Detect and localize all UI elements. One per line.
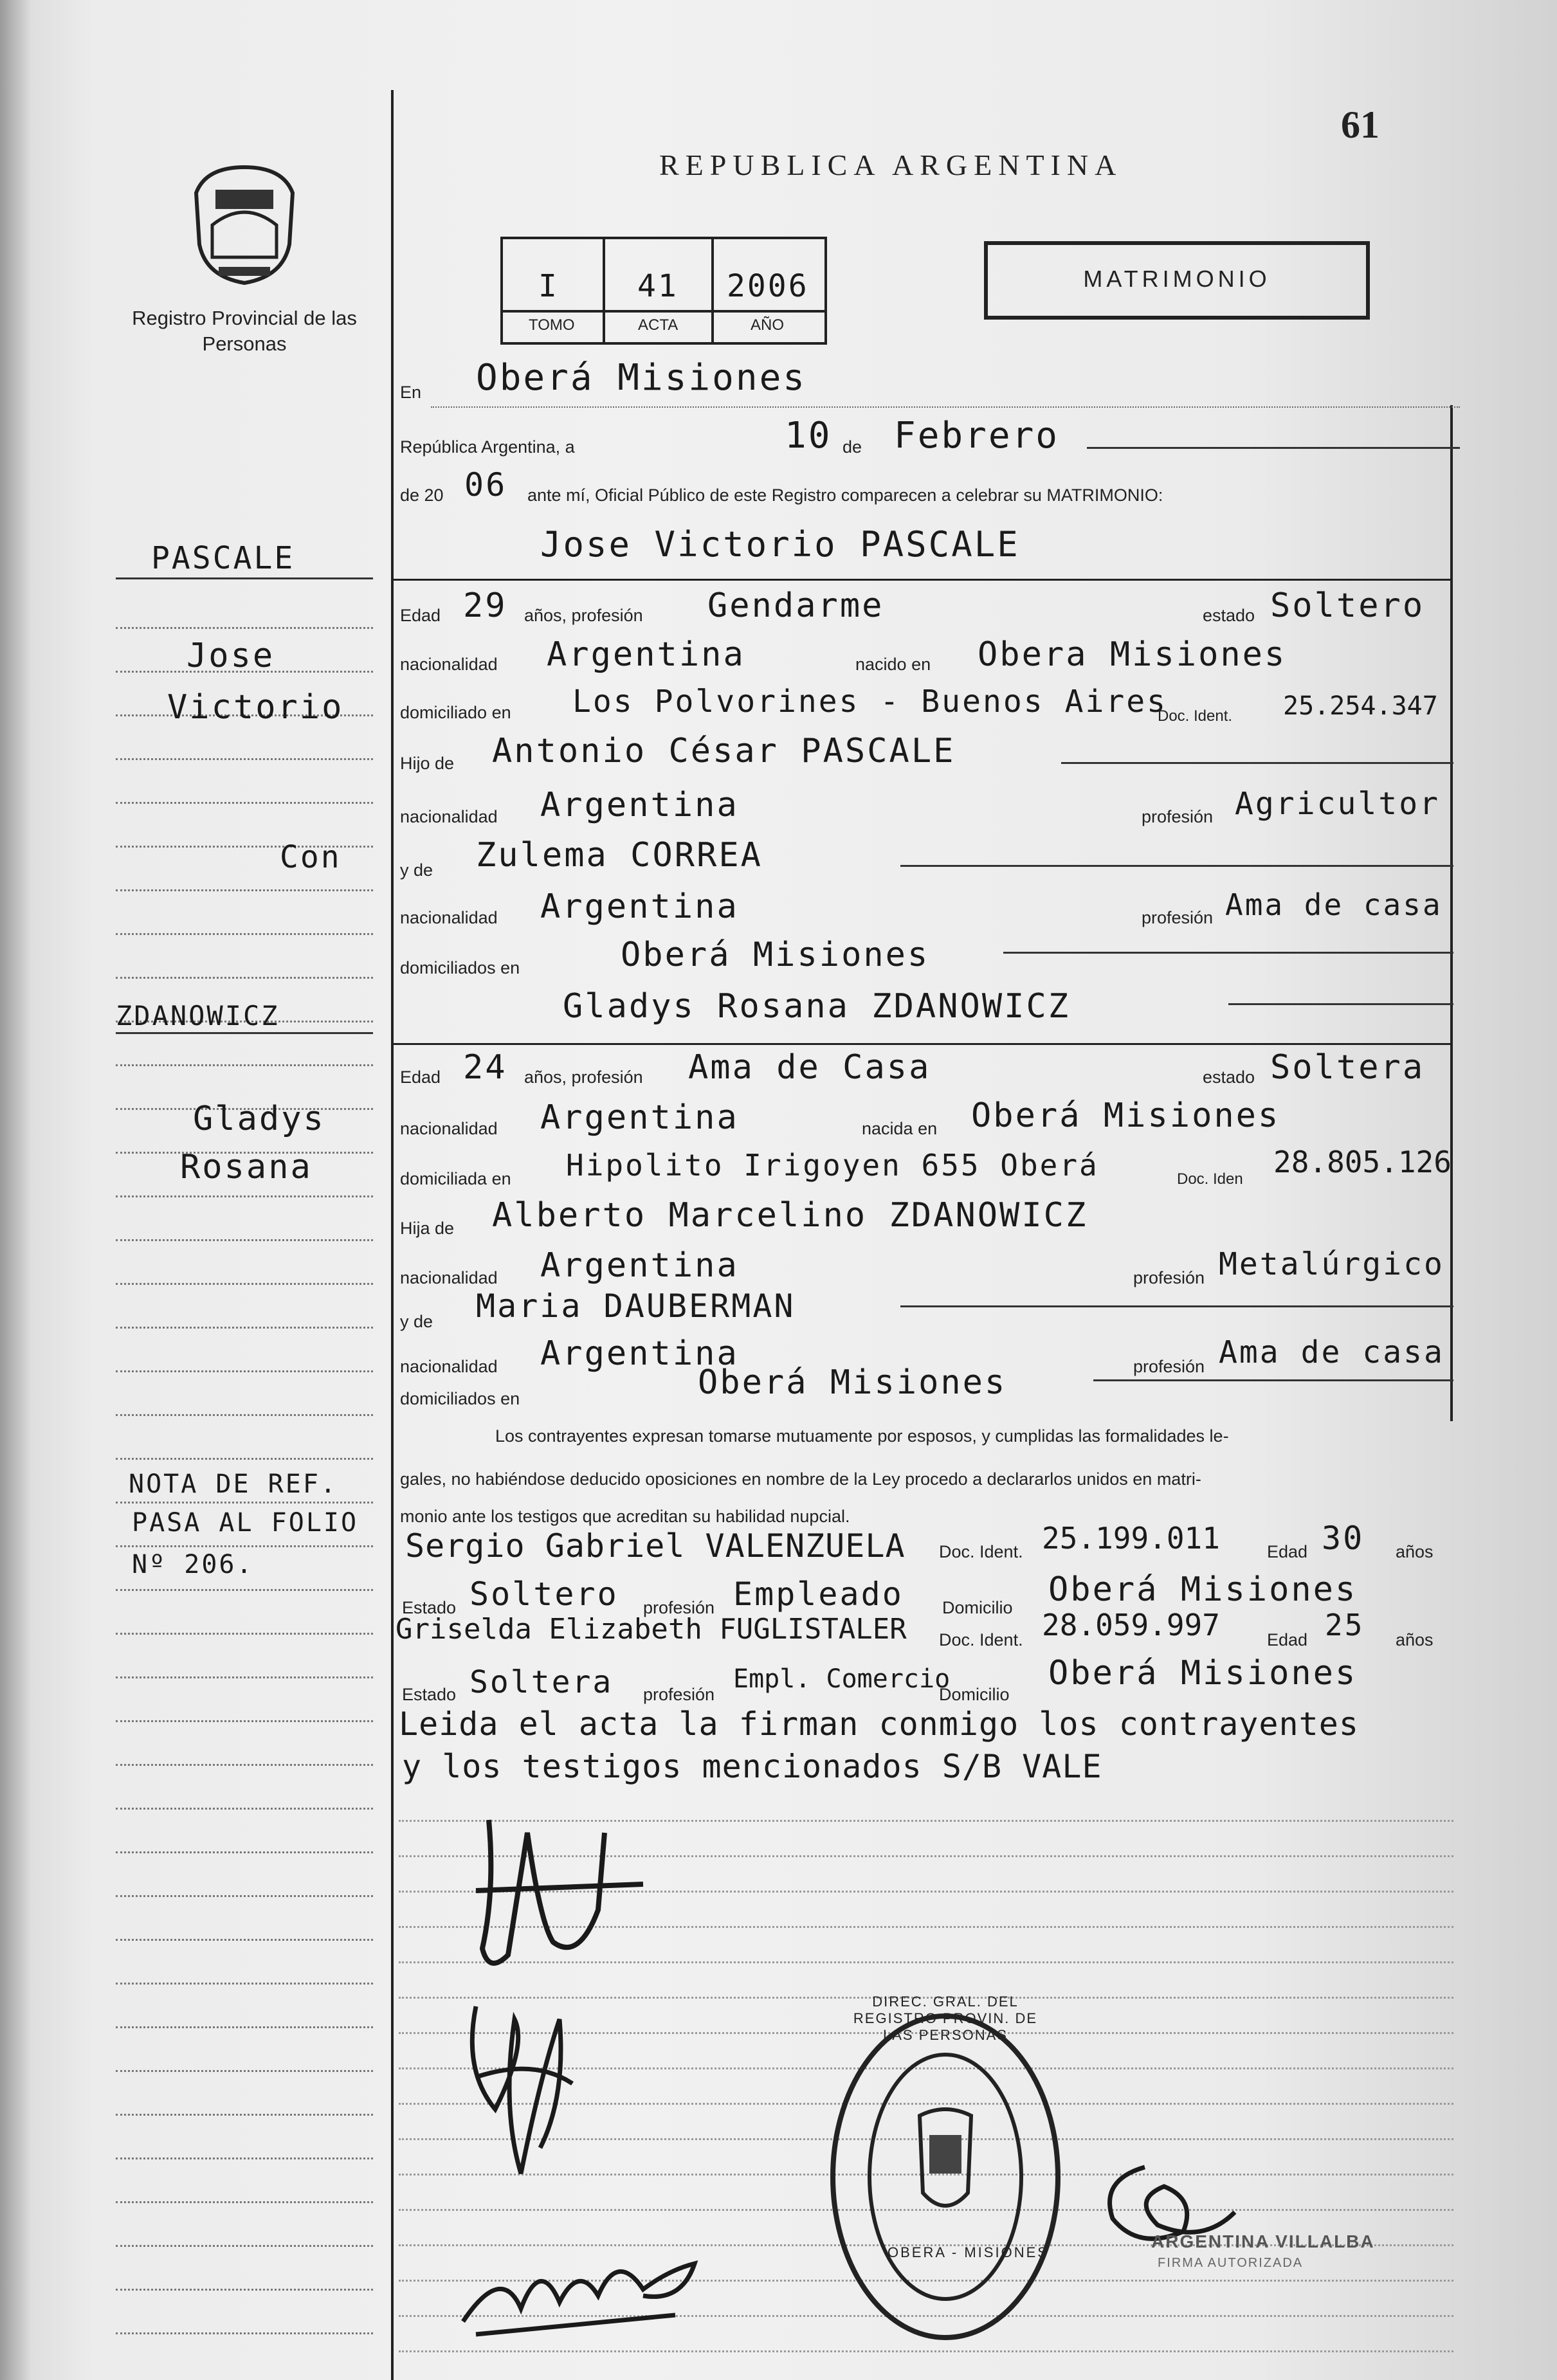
label-nacionalidad-4: nacionalidad <box>400 1119 498 1138</box>
label-nacionalidad-3: nacionalidad <box>400 908 498 927</box>
official-name: ARGENTINA VILLALBA <box>1151 2231 1375 2251</box>
tomo-value: I <box>538 268 559 304</box>
margin-dotted-row <box>116 1370 373 1372</box>
margin-dotted-row <box>116 977 373 979</box>
margin-dotted-row <box>116 627 373 629</box>
entry-groom-birthplace: Obera Misiones <box>978 635 1287 674</box>
entry-witness1-name: Sergio Gabriel VALENZUELA <box>405 1527 906 1565</box>
label-estado-w2: Estado <box>402 1685 457 1704</box>
page-number: 61 <box>1341 104 1379 146</box>
margin-dotted-row <box>116 1283 373 1285</box>
entry-bride-father: Alberto Marcelino ZDANOWICZ <box>492 1196 1088 1235</box>
label-edad: Edad <box>400 606 441 625</box>
label-domiciliado-en: domiciliado en <box>400 703 511 722</box>
official-title: FIRMA AUTORIZADA <box>1158 2256 1304 2270</box>
entry-bride-parents-addr: Oberá Misiones <box>698 1363 1007 1402</box>
margin-groom-name2: Victorio <box>167 688 344 727</box>
right-rule <box>1450 405 1453 1421</box>
margin-rule-2 <box>116 1032 373 1034</box>
label-republica: República Argentina, a <box>400 437 575 457</box>
label-anos-w2: años <box>1396 1630 1434 1649</box>
entry-bride-nationality: Argentina <box>540 1098 739 1137</box>
margin-dotted-row <box>116 933 373 935</box>
label-profesion-w1: profesión <box>643 1598 715 1617</box>
margin-note3: Nº 206. <box>132 1550 254 1579</box>
margin-dotted-row <box>116 1239 373 1241</box>
label-nacido-en: nacido en <box>855 655 931 674</box>
margin-dotted-row <box>116 1895 373 1897</box>
margin-dotted-row <box>116 1458 373 1460</box>
label-y-de: y de <box>400 860 433 880</box>
entry-witness2-doc: 28.059.997 <box>1042 1608 1220 1642</box>
margin-dotted-row <box>116 1851 373 1853</box>
label-profesion-3: profesión <box>1133 1268 1205 1287</box>
entry-bride-birthplace: Oberá Misiones <box>971 1096 1280 1135</box>
entry-bride-profession: Ama de Casa <box>688 1048 931 1087</box>
margin-bride-name2: Rosana <box>180 1148 313 1186</box>
line <box>394 579 1452 581</box>
margin-dotted-row <box>116 2070 373 2072</box>
registry-name: Registro Provincial de las Personas <box>132 307 357 355</box>
margin-dotted-row <box>116 2289 373 2291</box>
margin-note1: NOTA DE REF. <box>129 1469 338 1499</box>
stamp-ring-text: DIREC. GRAL. DEL REGISTRO PROVIN. DE LAS PERSONAS <box>853 1994 1038 2043</box>
label-domicilio-w2: Domicilio <box>939 1685 1010 1704</box>
entry-witness1-status: Soltero <box>469 1576 619 1613</box>
entry-day: 10 <box>785 415 832 457</box>
label-anos-profesion-2: años, profesión <box>524 1067 643 1087</box>
entry-witness2-name: Griselda Elizabeth FUGLISTALER <box>396 1613 907 1646</box>
entry-bride-doc: 28.805.126 <box>1273 1145 1452 1179</box>
entry-witness1-addr: Oberá Misiones <box>1048 1570 1358 1609</box>
margin-groom-surname: PASCALE <box>151 540 295 576</box>
entry-bride-status: Soltera <box>1270 1048 1425 1087</box>
closing-line-2: gales, no habiéndose deducido oposiciones en nombre de la Ley procedo a declararlos unidos en matri- <box>400 1469 1201 1489</box>
margin-con: Con <box>280 839 341 875</box>
matrimonio-box <box>984 241 1370 320</box>
margin-dotted-row <box>116 1195 373 1197</box>
label-profesion-2: profesión <box>1142 908 1214 927</box>
label-nacionalidad-6: nacionalidad <box>400 1357 498 1376</box>
closing-line-3: monio ante los testigos que acreditan su habilidad nupcial. <box>400 1507 850 1526</box>
margin-dotted-row <box>116 2157 373 2159</box>
margin-dotted-row <box>116 1939 373 1941</box>
entry-groom-age: 29 <box>463 586 507 625</box>
margin-dotted-row <box>116 758 373 760</box>
margin-dotted-row <box>116 1808 373 1810</box>
record-labels <box>503 310 824 345</box>
line <box>431 406 1460 408</box>
stamp-inner-text: OBERA - MISIONES <box>888 2244 1049 2260</box>
registry-stamp <box>823 2006 1068 2347</box>
entry-bride-mother-prof: Ama de casa <box>1219 1334 1444 1370</box>
entry-witness2-addr: Oberá Misiones <box>1048 1654 1358 1693</box>
entry-bride-age: 24 <box>463 1048 507 1087</box>
margin-dotted-row <box>116 1633 373 1635</box>
entry-closing-hand-1: Leida el acta la firman conmigo los contrayentes <box>399 1705 1359 1743</box>
entry-groom-father: Antonio César PASCALE <box>492 732 956 770</box>
margin-dotted-row <box>116 1414 373 1416</box>
entry-groom-nationality: Argentina <box>547 635 745 674</box>
ano-value: 2006 <box>727 268 809 304</box>
entry-witness1-doc: 25.199.011 <box>1042 1521 1220 1556</box>
label-de20: de 20 <box>400 486 444 505</box>
label-edad-2: Edad <box>400 1067 441 1087</box>
label-intro: ante mí, Oficial Público de este Registro comparecen a celebrar su MATRIMONIO: <box>527 486 1163 505</box>
label-nacionalidad-5: nacionalidad <box>400 1268 498 1287</box>
entry-groom-address: Los Polvorines - Buenos Aires <box>572 684 1168 720</box>
label-domicilio-w1: Domicilio <box>942 1598 1013 1617</box>
line <box>900 1305 1453 1307</box>
label-anos-profesion: años, profesión <box>524 606 643 625</box>
entry-witness1-age: 30 <box>1322 1520 1365 1557</box>
margin-dotted-row <box>116 2026 373 2028</box>
entry-bride-father-prof: Metalúrgico <box>1219 1246 1444 1282</box>
entry-groom-doc: 25.254.347 <box>1283 691 1438 721</box>
label-estado-2: estado <box>1203 1067 1255 1087</box>
entry-year-suffix: 06 <box>464 466 507 504</box>
entry-witness2-age: 25 <box>1325 1608 1365 1642</box>
margin-dotted-row <box>116 1720 373 1722</box>
entry-bride-mother: Maria DAUBERMAN <box>476 1287 796 1325</box>
line <box>900 865 1453 867</box>
binding-edge <box>0 0 32 2380</box>
margin-dotted-row <box>116 889 373 891</box>
label-edad-w2: Edad <box>1267 1630 1308 1649</box>
country-heading: REPUBLICA ARGENTINA <box>659 149 1123 181</box>
label-hija-de: Hija de <box>400 1219 455 1238</box>
entry-groom-mother-nat: Argentina <box>540 887 739 926</box>
label-doc-ident-w1: Doc. Ident. <box>939 1542 1023 1561</box>
label-doc-ident-w2: Doc. Ident. <box>939 1630 1023 1649</box>
margin-bride-surname: ZDANOWICZ <box>116 1000 280 1031</box>
entry-bride-father-nat: Argentina <box>540 1246 739 1285</box>
entry-groom-parents-addr: Oberá Misiones <box>621 936 930 974</box>
label-nacionalidad-2: nacionalidad <box>400 807 498 826</box>
margin-dotted-row <box>116 2114 373 2116</box>
margin-dotted-row <box>116 1589 373 1591</box>
province-seal-icon <box>187 161 302 289</box>
matrimonio-label: MATRIMONIO <box>1083 266 1271 292</box>
margin-dotted-row <box>116 1676 373 1678</box>
entry-place: Oberá Misiones <box>476 357 807 399</box>
margin-dotted-row <box>116 2245 373 2247</box>
label-nacionalidad: nacionalidad <box>400 655 498 674</box>
label-edad-w1: Edad <box>1267 1542 1308 1561</box>
margin-note2: PASA AL FOLIO <box>132 1508 359 1538</box>
margin-dotted-row <box>116 1545 373 1547</box>
line <box>1003 952 1453 954</box>
signature-groom <box>450 1794 682 1987</box>
label-profesion-w2: profesión <box>643 1685 715 1704</box>
margin-dotted-row <box>116 1502 373 1503</box>
margin-dotted-row <box>116 1064 373 1066</box>
entry-witness1-prof: Empleado <box>733 1576 904 1613</box>
label-estado: estado <box>1203 606 1255 625</box>
closing-line-1: Los contrayentes expresan tomarse mutuamente por esposos, y cumplidas las formalidades le- <box>495 1426 1229 1446</box>
signature-witness <box>450 2225 720 2354</box>
label-nacida-en: nacida en <box>862 1119 938 1138</box>
line <box>1093 1379 1453 1381</box>
label-profesion: profesión <box>1142 807 1214 826</box>
label-domiciliados-en-2: domiciliados en <box>400 1389 520 1408</box>
label-doc-iden: Doc. Iden <box>1177 1170 1243 1188</box>
label-domiciliados-en: domiciliados en <box>400 958 520 977</box>
entry-witness2-status: Soltera <box>469 1664 614 1700</box>
entry-closing-hand-2: y los testigos mencionados S/B VALE <box>402 1748 1102 1785</box>
margin-dotted-row <box>116 1764 373 1766</box>
entry-groom-mother: Zulema CORREA <box>476 836 763 875</box>
entry-bride-mother-nat: Argentina <box>540 1334 739 1373</box>
label-estado-w1: Estado <box>402 1598 457 1617</box>
line <box>1228 1003 1453 1005</box>
entry-groom-profession: Gendarme <box>707 586 884 625</box>
label-profesion-4: profesión <box>1133 1357 1205 1376</box>
label-y-de-2: y de <box>400 1312 433 1331</box>
entry-witness2-prof: Empl. Comercio <box>733 1664 951 1694</box>
margin-rule <box>391 90 394 2380</box>
entry-groom-full: Jose Victorio PASCALE <box>540 524 1020 565</box>
signature-bride <box>437 1981 605 2212</box>
entry-groom-mother-prof: Ama de casa <box>1225 887 1443 922</box>
margin-rule-1 <box>116 577 373 579</box>
margin-dotted-row <box>116 1327 373 1329</box>
margin-dotted-row <box>116 2201 373 2203</box>
label-hijo-de: Hijo de <box>400 754 455 773</box>
margin-dotted-row <box>116 2332 373 2334</box>
margin-bride-name1: Gladys <box>193 1100 325 1138</box>
line <box>394 1043 1452 1045</box>
margin-groom-name1: Jose <box>187 637 275 675</box>
label-doc-ident: Doc. Ident. <box>1158 707 1233 725</box>
record-box <box>500 237 827 345</box>
acta-value: 41 <box>637 268 678 304</box>
entry-bride-full: Gladys Rosana ZDANOWICZ <box>563 987 1071 1026</box>
line <box>1061 762 1453 764</box>
label-en: En <box>400 383 422 402</box>
entry-bride-address: Hipolito Irigoyen 655 Oberá <box>566 1148 1099 1183</box>
acta-label: ACTA <box>638 316 678 334</box>
margin-dotted-row <box>116 802 373 804</box>
entry-groom-father-nat: Argentina <box>540 786 739 824</box>
ano-label: AÑO <box>751 316 785 334</box>
entry-groom-status: Soltero <box>1270 586 1425 625</box>
label-de-month: de <box>842 437 862 457</box>
entry-month: Febrero <box>894 415 1060 457</box>
label-domiciliada-en: domiciliada en <box>400 1169 511 1188</box>
label-anos-w1: años <box>1396 1542 1434 1561</box>
entry-groom-father-prof: Agricultor <box>1235 786 1440 822</box>
line <box>1087 447 1460 449</box>
margin-dotted-row <box>116 1983 373 1985</box>
tomo-label: TOMO <box>529 316 575 334</box>
